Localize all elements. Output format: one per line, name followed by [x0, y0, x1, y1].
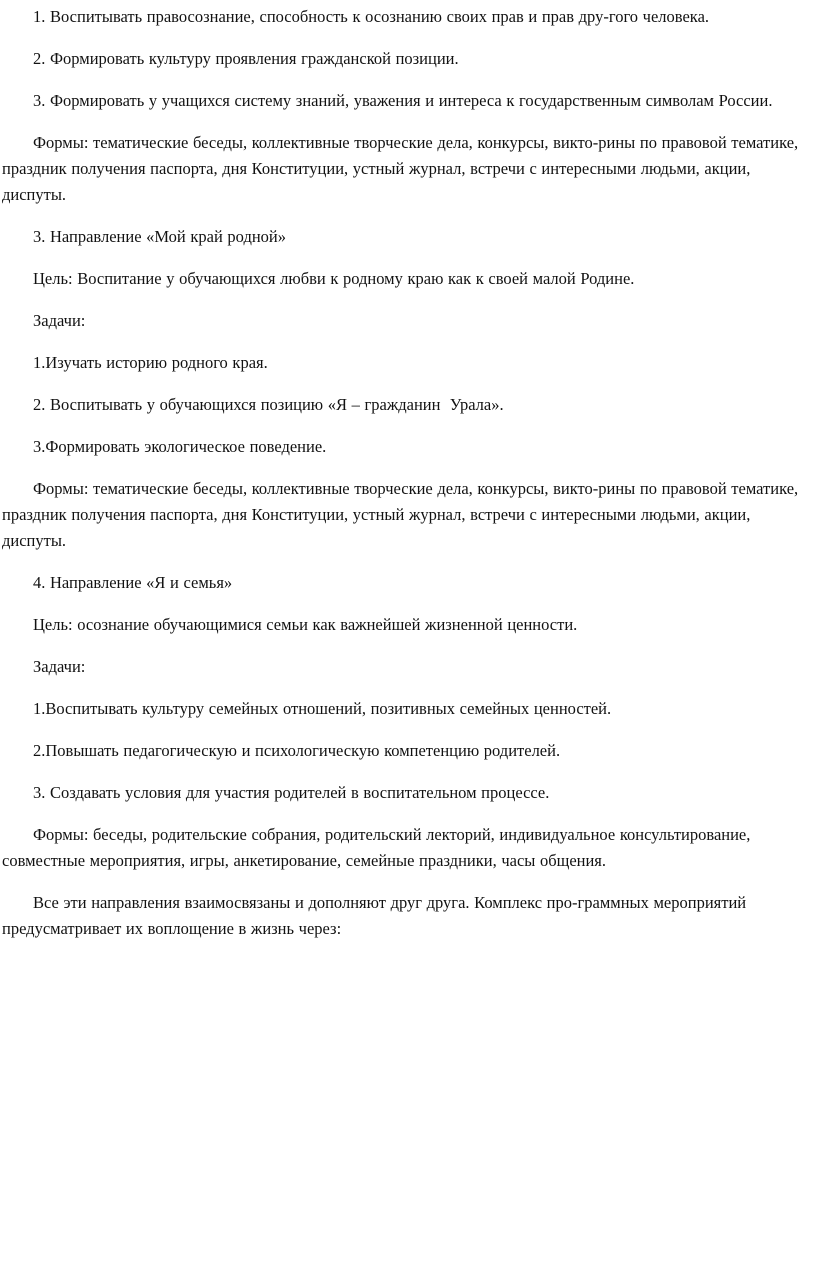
goal-paragraph-native-land: Цель: Воспитание у обучающихся любви к родному краю как к своей малой Родине.	[33, 269, 635, 288]
forms-paragraph-civic: Формы: тематические беседы, коллективные творческие дела, конкурсы, викто-рины по правовой тематике, праздник получения паспорта, дня Конституции, устный журнал, встречи с интересными людьми, акции, диспуты.	[2, 133, 799, 204]
task-item-native-land-1: 1.Изучать историю родного края.	[33, 353, 268, 372]
task-item-civic-3: 3. Формировать у учащихся систему знаний, уважения и интереса к государственным символам России.	[33, 91, 773, 110]
tasks-label-family: Задачи:	[33, 657, 86, 676]
tasks-label-native-land: Задачи:	[33, 311, 86, 330]
closing-paragraph: Все эти направления взаимосвязаны и дополняют друг друга. Комплекс про-граммных мероприятий предусматривает их воплощение в жизнь через:	[2, 893, 747, 938]
forms-paragraph-family: Формы: беседы, родительские собрания, родительский лекторий, индивидуальное консультирование, совместные мероприятия, игры, анкетирование, семейные праздники, часы общения.	[2, 825, 751, 870]
task-item-family-1: 1.Воспитывать культуру семейных отношений, позитивных семейных ценностей.	[33, 699, 612, 718]
task-item-family-2: 2.Повышать педагогическую и психологическую компетенцию родителей.	[33, 741, 561, 760]
task-item-native-land-2: 2. Воспитывать у обучающихся позицию «Я – гражданин Урала».	[33, 395, 504, 414]
section-heading-native-land: 3. Направление «Мой край родной»	[33, 227, 287, 246]
section-heading-family: 4. Направление «Я и семья»	[33, 573, 233, 592]
goal-paragraph-family: Цель: осознание обучающимися семьи как важнейшей жизненной ценности.	[33, 615, 578, 634]
task-item-civic-1: 1. Воспитывать правосознание, способность к осознанию своих прав и прав дру-гого человека.	[33, 7, 710, 26]
forms-paragraph-native-land: Формы: тематические беседы, коллективные творческие дела, конкурсы, викто-рины по правовой тематике, праздник получения паспорта, дня Конституции, устный журнал, встречи с интересными людьми, акции, диспуты.	[2, 479, 799, 550]
task-item-civic-2: 2. Формировать культуру проявления гражданской позиции.	[33, 49, 459, 68]
task-item-family-3: 3. Создавать условия для участия родителей в воспитательном процессе.	[33, 783, 550, 802]
task-item-native-land-3: 3.Формировать экологическое поведение.	[33, 437, 327, 456]
